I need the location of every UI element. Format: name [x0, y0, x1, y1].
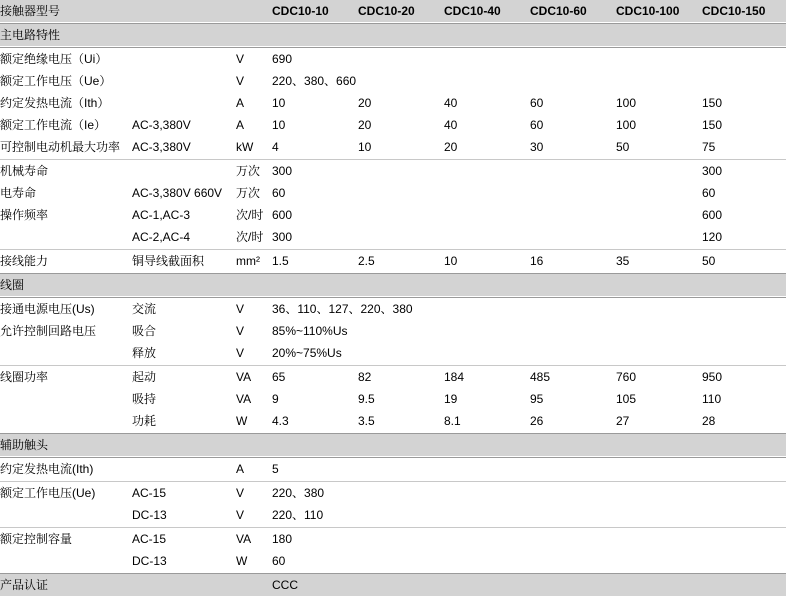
row-name: 线圈功率	[0, 366, 132, 389]
row-condition: AC-3,380V	[132, 114, 236, 136]
row-name: 额定工作电压（Ue）	[0, 70, 132, 92]
row-value: 4.3	[272, 410, 358, 432]
section-row-certification	[0, 574, 786, 596]
row-name: 电寿命	[0, 182, 132, 204]
row-name	[0, 388, 132, 410]
row-value: 485	[530, 366, 616, 389]
row-value: 20	[358, 114, 444, 136]
row-value: 50	[702, 250, 786, 273]
row-name: 机械寿命	[0, 160, 132, 183]
section-pad	[236, 24, 272, 47]
table-row	[0, 92, 786, 114]
row-value: 60	[272, 182, 358, 204]
row-value: 20	[444, 136, 530, 158]
row-value: 105	[616, 388, 702, 410]
row-condition: 吸持	[132, 388, 236, 410]
row-value	[530, 182, 616, 204]
table-row	[0, 48, 786, 71]
row-value: 30	[530, 136, 616, 158]
row-name	[0, 410, 132, 432]
row-value: 600	[702, 204, 786, 226]
row-value	[616, 226, 702, 248]
row-condition: DC-13	[132, 550, 236, 572]
row-value-span: 690	[272, 48, 786, 71]
row-value: 9	[272, 388, 358, 410]
row-value-span: 180	[272, 528, 786, 551]
row-unit: 次/时	[236, 204, 272, 226]
row-unit: W	[236, 410, 272, 432]
section-pad	[272, 274, 786, 297]
row-value: 8.1	[444, 410, 530, 432]
table-header-row	[0, 0, 786, 22]
row-value: 110	[702, 388, 786, 410]
row-value: 19	[444, 388, 530, 410]
table-row	[0, 182, 786, 204]
row-value	[530, 160, 616, 183]
row-name: 额定工作电压(Ue)	[0, 482, 132, 505]
row-value	[530, 226, 616, 248]
row-name: 接线能力	[0, 250, 132, 273]
row-value: 50	[616, 136, 702, 158]
row-unit: V	[236, 482, 272, 505]
table-row	[0, 458, 786, 481]
row-value	[358, 226, 444, 248]
row-value	[444, 160, 530, 183]
row-unit: 次/时	[236, 226, 272, 248]
header-model-5: CDC10-100	[616, 0, 702, 22]
row-unit: V	[236, 320, 272, 342]
section-row-coil	[0, 274, 786, 297]
row-name: 约定发热电流（Ith）	[0, 92, 132, 114]
table-row	[0, 298, 786, 321]
row-value: 65	[272, 366, 358, 389]
row-value-span: 85%~110%Us	[272, 320, 786, 342]
row-value: 10	[444, 250, 530, 273]
row-condition	[132, 458, 236, 481]
row-value: 35	[616, 250, 702, 273]
row-value: 60	[530, 114, 616, 136]
row-condition	[132, 160, 236, 183]
section-pad	[236, 574, 272, 596]
row-condition: AC-3,380V 660V	[132, 182, 236, 204]
row-value	[444, 182, 530, 204]
row-unit: kW	[236, 136, 272, 158]
row-name	[0, 550, 132, 572]
section-pad	[132, 24, 236, 47]
row-value-span: 20%~75%Us	[272, 342, 786, 364]
row-name: 额定绝缘电压（Ui）	[0, 48, 132, 71]
row-value: 28	[702, 410, 786, 432]
row-unit: V	[236, 298, 272, 321]
row-name	[0, 504, 132, 526]
table-row	[0, 70, 786, 92]
row-condition: AC-1,AC-3	[132, 204, 236, 226]
row-unit: VA	[236, 366, 272, 389]
row-value: 150	[702, 92, 786, 114]
row-condition	[132, 70, 236, 92]
row-value	[616, 160, 702, 183]
row-value: 3.5	[358, 410, 444, 432]
row-value-span: 220、110	[272, 504, 786, 526]
header-name: 接触器型号	[0, 0, 132, 22]
section-label-coil: 线圈	[0, 274, 132, 297]
row-value: 100	[616, 114, 702, 136]
table-row	[0, 366, 786, 389]
row-value: 4	[272, 136, 358, 158]
row-unit: V	[236, 342, 272, 364]
table-row	[0, 250, 786, 273]
section-pad	[272, 24, 786, 47]
row-unit: 万次	[236, 160, 272, 183]
header-model-6: CDC10-150	[702, 0, 786, 22]
row-condition: 吸合	[132, 320, 236, 342]
row-value-span: 36、110、127、220、380	[272, 298, 786, 321]
row-value: 300	[702, 160, 786, 183]
row-condition: AC-3,380V	[132, 136, 236, 158]
header-model-3: CDC10-40	[444, 0, 530, 22]
table-row	[0, 482, 786, 505]
header-model-1: CDC10-10	[272, 0, 358, 22]
row-unit: VA	[236, 528, 272, 551]
row-condition: 起动	[132, 366, 236, 389]
row-value: 1.5	[272, 250, 358, 273]
row-name: 约定发热电流(Ith)	[0, 458, 132, 481]
row-value: 16	[530, 250, 616, 273]
row-unit: V	[236, 504, 272, 526]
row-value	[444, 226, 530, 248]
table-row	[0, 504, 786, 526]
section-label-certification: 产品认证	[0, 574, 132, 596]
row-condition: 交流	[132, 298, 236, 321]
row-value: 150	[702, 114, 786, 136]
row-value: 100	[616, 92, 702, 114]
row-unit: 万次	[236, 182, 272, 204]
row-value: 27	[616, 410, 702, 432]
table-row	[0, 136, 786, 158]
row-value	[616, 204, 702, 226]
section-label-main-circuit: 主电路特性	[0, 24, 132, 47]
row-value: 760	[616, 366, 702, 389]
section-row-main-circuit	[0, 24, 786, 47]
row-name: 额定控制容量	[0, 528, 132, 551]
row-value-span: 220、380、660	[272, 70, 786, 92]
row-value: 300	[272, 226, 358, 248]
row-value: 600	[272, 204, 358, 226]
row-value	[444, 204, 530, 226]
header-condition	[132, 0, 236, 22]
row-value	[358, 160, 444, 183]
row-value	[530, 204, 616, 226]
header-model-4: CDC10-60	[530, 0, 616, 22]
row-unit: A	[236, 458, 272, 481]
table-row	[0, 550, 786, 572]
row-unit: V	[236, 70, 272, 92]
row-value: 10	[272, 114, 358, 136]
table-row	[0, 342, 786, 364]
table-row	[0, 410, 786, 432]
row-condition	[132, 48, 236, 71]
row-name	[0, 226, 132, 248]
section-pad	[236, 434, 272, 457]
row-unit: mm²	[236, 250, 272, 273]
row-value-span: 60	[272, 550, 786, 572]
row-value	[616, 182, 702, 204]
row-value: 60	[702, 182, 786, 204]
row-value: 40	[444, 92, 530, 114]
section-pad	[272, 434, 786, 457]
row-value: 95	[530, 388, 616, 410]
row-value	[358, 204, 444, 226]
table-row	[0, 320, 786, 342]
row-value: 184	[444, 366, 530, 389]
row-value: 40	[444, 114, 530, 136]
header-unit	[236, 0, 272, 22]
row-condition: AC-2,AC-4	[132, 226, 236, 248]
row-value: 300	[272, 160, 358, 183]
row-unit: V	[236, 48, 272, 71]
row-unit: A	[236, 92, 272, 114]
certification-value: CCC	[272, 574, 786, 596]
header-model-2: CDC10-20	[358, 0, 444, 22]
row-unit: W	[236, 550, 272, 572]
row-condition: AC-15	[132, 482, 236, 505]
row-condition: 功耗	[132, 410, 236, 432]
row-value: 26	[530, 410, 616, 432]
row-name: 接通电源电压(Us)	[0, 298, 132, 321]
section-label-aux-contacts: 辅助触头	[0, 434, 132, 457]
table-row	[0, 114, 786, 136]
row-unit: VA	[236, 388, 272, 410]
section-pad	[132, 434, 236, 457]
row-unit: A	[236, 114, 272, 136]
row-value-span: 220、380	[272, 482, 786, 505]
row-value: 60	[530, 92, 616, 114]
table-row	[0, 160, 786, 183]
table-row	[0, 204, 786, 226]
row-value: 950	[702, 366, 786, 389]
row-condition: 释放	[132, 342, 236, 364]
section-pad	[132, 274, 236, 297]
row-value: 120	[702, 226, 786, 248]
row-value	[358, 182, 444, 204]
row-condition	[132, 92, 236, 114]
row-value: 2.5	[358, 250, 444, 273]
row-condition: AC-15	[132, 528, 236, 551]
row-value: 10	[272, 92, 358, 114]
row-name	[0, 342, 132, 364]
row-condition: 铜导线截面积	[132, 250, 236, 273]
row-value: 82	[358, 366, 444, 389]
row-condition: DC-13	[132, 504, 236, 526]
row-name: 可控制电动机最大功率	[0, 136, 132, 158]
row-value: 9.5	[358, 388, 444, 410]
section-pad	[236, 274, 272, 297]
table-row	[0, 388, 786, 410]
section-pad	[132, 574, 236, 596]
table-row	[0, 528, 786, 551]
row-name: 操作频率	[0, 204, 132, 226]
row-value: 10	[358, 136, 444, 158]
table-row	[0, 226, 786, 248]
row-name: 额定工作电流（Ie）	[0, 114, 132, 136]
row-name: 允许控制回路电压	[0, 320, 132, 342]
row-value-span: 5	[272, 458, 786, 481]
row-value: 75	[702, 136, 786, 158]
row-value: 20	[358, 92, 444, 114]
section-row-aux-contacts	[0, 434, 786, 457]
